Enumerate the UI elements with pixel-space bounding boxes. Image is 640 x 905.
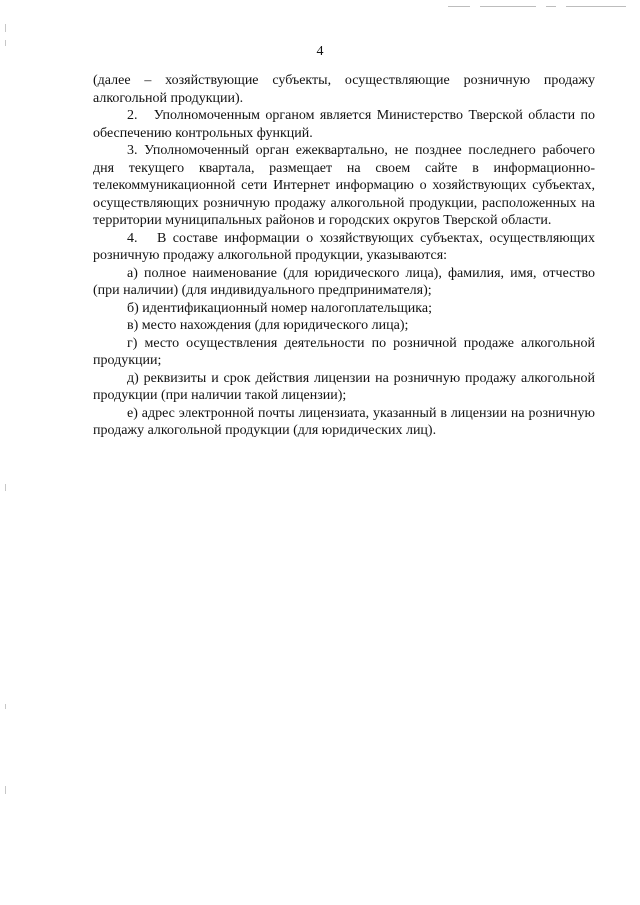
list-item-a: а) полное наименование (для юридического лица), фамилия, имя, отчество (при наличии) (для индивидуального предпринимателя); (93, 265, 595, 298)
list-item-e: е) адрес электронной почты лицензиата, указанный в лицензии на розничную продажу алкогольной продукции (для юридических лиц). (93, 405, 595, 438)
scan-artifact-line (480, 6, 536, 7)
scan-artifact-line (448, 6, 470, 7)
scan-artifact-lines (448, 6, 626, 7)
list-item-d: д) реквизиты и срок действия лицензии на розничную продажу алкогольной продукции (при наличии такой лицензии); (93, 370, 595, 403)
page-number: 4 (316, 44, 324, 59)
margin-mark (5, 24, 6, 32)
list-item-b: б) идентификационный номер налогоплательщика; (127, 300, 432, 316)
margin-mark (5, 484, 6, 491)
margin-mark (5, 786, 6, 794)
paragraph-2: 2. Уполномоченным органом является Министерство Тверской области по обеспечению контрольных функций. (93, 108, 595, 141)
scan-artifact-line (546, 6, 556, 7)
document-body (93, 72, 595, 440)
paragraph-continuation: (далее – хозяйствующие субъекты, осуществляющие розничную продажу алкогольной продукции). (93, 73, 595, 106)
list-item-g: г) место осуществления деятельности по розничной продаже алкогольной продукции; (93, 335, 595, 368)
list-item-v: в) место нахождения (для юридического лица); (127, 318, 409, 333)
paragraph-4: 4. В составе информации о хозяйствующих субъектах, осуществляющих розничную продажу алкогольной продукции, указываются: (93, 230, 595, 263)
margin-mark (5, 704, 6, 709)
scan-artifact-line (566, 6, 626, 7)
paragraph-3: 3. Уполномоченный орган ежеквартально, не позднее последнего рабочего дня текущего квартала, размещает на своем сайте в информационно-телекоммуникационной сети Интернет информацию о хозяйствующих субъектах, осуществляющих розничную продажу алкогольной продукции, расположенных на территории муниципальных районов и городских округов Тверской области. (93, 143, 595, 228)
